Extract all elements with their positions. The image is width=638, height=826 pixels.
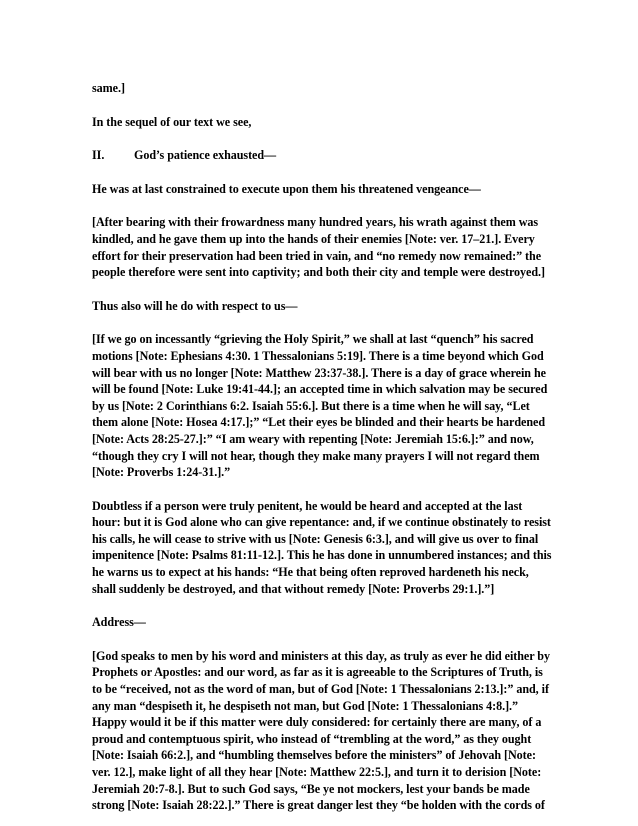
paragraph-intro: In the sequel of our text we see, bbox=[92, 114, 252, 129]
paragraph-bracket-history: [After bearing with their frowardness many hundred years, his wrath against them was kindled, and he gave them up into the hands of their enemies [Note: ver. 17–21.]. Every effort for their preservation had been tried in vain, and “no remedy now remained:” the people therefore were sent into captivity; and both their city and temple were destroyed.] bbox=[92, 215, 545, 280]
paragraph-doubtless: Doubtless if a person were truly penitent, he would be heard and accepted at the last hour: but it is God alone who can give repentance: and, if we continue obstinately to resist his calls, he will cease to strive with us [Note: Genesis 6:3.], and will give us over to final impenitence [Note: Psalms 81:11-12.]. This he has done in unnumbered instances; and this he warns us to expect at his hands: “He that being often reproved hardeneth his neck, shall suddenly be destroyed, and that without remedy [Note: Proverbs 29:1.].”] bbox=[92, 498, 552, 596]
paragraph-thus-also: Thus also will he do with respect to us— bbox=[92, 298, 298, 313]
section-title: God’s patience exhausted— bbox=[134, 148, 277, 163]
paragraph-vengeance: He was at last constrained to execute upon them his threatened vengeance— bbox=[92, 181, 481, 196]
section-number: II. bbox=[92, 148, 105, 163]
section-heading bbox=[92, 147, 552, 164]
paragraph-address-heading: Address— bbox=[92, 615, 146, 630]
paragraph-continuation: same.] bbox=[92, 81, 125, 95]
paragraph-holy-spirit: [If we go on incessantly “grieving the Holy Spirit,” we shall at last “quench” his sacred motions [Note: Ephesians 4:30. 1 Thessalonians 5:19]. There is a time beyond which God will bear with us no longer [Note: Matthew 23:37-38.]. There is a day of grace wherein he will be found [Note: Luke 19:41-44.]; an accepted time in which salvation may be secured by us [Note: 2 Corinthians 6:2. Isaiah 55:6.]. But there is a time when he will say, “Let them alone [Note: Hosea 4:17.];” “Let their eyes be blinded and their hearts be hardened [Note: Acts 28:25-27.]:” “I am weary with repenting [Note: Jeremiah 15:6.]:” and now, “though they cry I will not hear, though they make many prayers I will not regard them [Note: Proverbs 1:24-31.].” bbox=[92, 332, 548, 480]
paragraph-god-speaks: [God speaks to men by his word and ministers at this day, as truly as ever he did either by Prophets or Apostles: and our word, as far as it is agreeable to the Scriptures of Truth, is to be “received, not as the word of man, but of God [Note: 1 Thessalonians 2:13.]:” and, if any man “despiseth it, he despiseth not man, but God [Note: 1 Thessalonians 4:8.].” Happy would it be if this matter were duly considered: for certainly there are many, of a proud and contemptuous spirit, who instead of “trembling at the word,” as they ought [Note: Isaiah 66:2.], and “humbling themselves before the ministers” of Jehovah [Note: ver. 12.], make light of all they hear [Note: Matthew 22:5.], and turn it to derision [Note: Jeremiah 20:7-8.]. But to such God says, “Be ye not mockers, lest your bands be made strong [Note: Isaiah 28:22.].” There is great danger lest they “be holden with the cords of bbox=[92, 648, 550, 813]
